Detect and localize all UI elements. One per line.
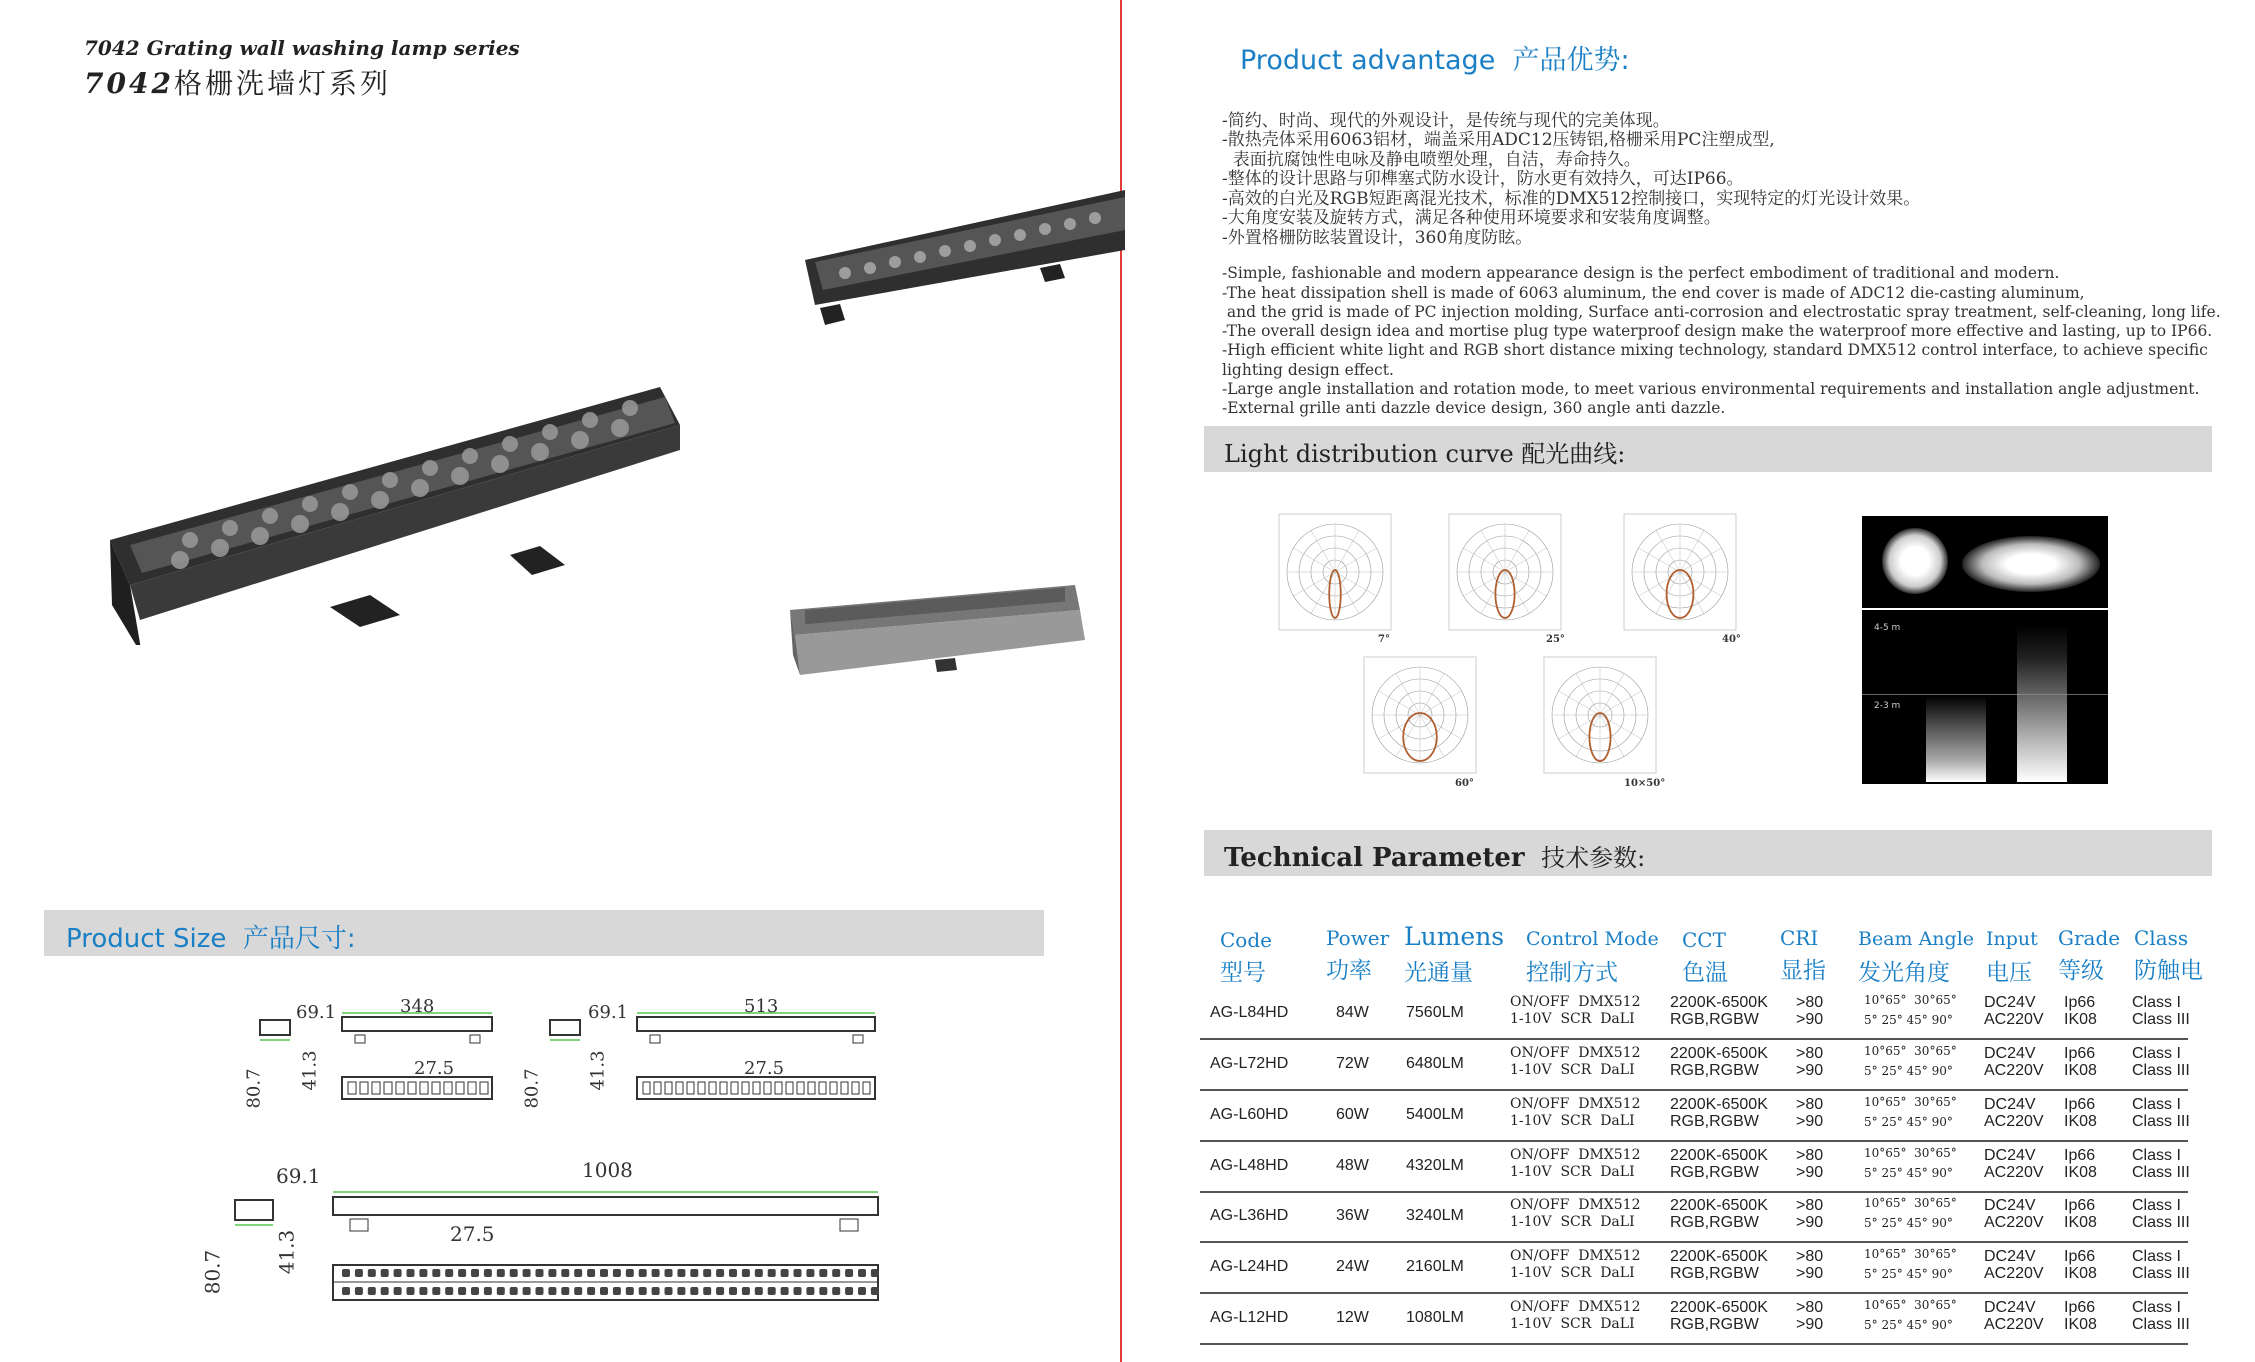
- grille-cell: [484, 1269, 492, 1277]
- cell-class-1: Class I: [2132, 1248, 2181, 1265]
- cell-code: AG-L36HD: [1210, 1207, 1289, 1224]
- grille-cell: [536, 1287, 544, 1295]
- grille-cell: [819, 1269, 827, 1277]
- cell-grade-1: Ip66: [2064, 994, 2096, 1011]
- cell-control-2: 1-10V SCR DaLI: [1510, 1062, 1635, 1078]
- grille-cell: [561, 1287, 569, 1295]
- cell-control-1: ON/OFF DMX512: [1510, 1197, 1641, 1213]
- cell-lumens: 6480LM: [1406, 1055, 1464, 1072]
- cell-beam-1: 10°65° 30°65°: [1864, 1146, 1957, 1160]
- cell-beam-2: 5° 25° 45° 90°: [1864, 1166, 1953, 1180]
- header-class-cn: 防触电: [2134, 958, 2203, 984]
- cell-cct-2: RGB,RGBW: [1670, 1113, 1759, 1130]
- grille-cell: [419, 1269, 427, 1277]
- cell-control-1: ON/OFF DMX512: [1510, 1248, 1641, 1264]
- cell-cct-2: RGB,RGBW: [1670, 1265, 1759, 1282]
- cell-beam-1: 10°65° 30°65°: [1864, 1247, 1957, 1261]
- dim-348-length: 348: [400, 996, 435, 1017]
- cell-class-2: Class III: [2132, 1214, 2190, 1231]
- beam-divider-1: [1862, 608, 2108, 610]
- grille-cell: [832, 1269, 840, 1277]
- cell-input-2: AC220V: [1984, 1265, 2044, 1282]
- grille-cell: [587, 1269, 595, 1277]
- polar-chart: [1544, 657, 1656, 773]
- dimension-drawing-348: [230, 995, 500, 1115]
- cell-beam-2: 5° 25° 45° 90°: [1864, 1013, 1953, 1027]
- cell-code: AG-L48HD: [1210, 1157, 1289, 1174]
- grille-cell: [729, 1269, 737, 1277]
- dim-348-height: 80.7: [243, 1068, 265, 1109]
- cell-grade-2: IK08: [2064, 1011, 2097, 1028]
- grille-cell: [781, 1269, 789, 1277]
- cell-power: 36W: [1336, 1207, 1369, 1224]
- grille-cell: [561, 1269, 569, 1277]
- header-power-cn: 功率: [1326, 958, 1372, 984]
- polar-diagrams: [1265, 510, 1755, 790]
- cell-power: 24W: [1336, 1258, 1369, 1275]
- cell-lumens: 7560LM: [1406, 1004, 1464, 1021]
- header-code-en: Code: [1220, 928, 1272, 952]
- cell-input-1: DC24V: [1984, 1299, 2036, 1316]
- cell-power: 72W: [1336, 1055, 1369, 1072]
- grille-cell: [819, 1287, 827, 1295]
- lamp-photo-silver: [785, 580, 1085, 710]
- cell-lumens: 1080LM: [1406, 1309, 1464, 1326]
- grille-cell: [381, 1269, 389, 1277]
- grille-cell: [845, 1287, 853, 1295]
- dim-1008-width: 69.1: [276, 1164, 321, 1188]
- cell-cct-2: RGB,RGBW: [1670, 1214, 1759, 1231]
- cell-control-1: ON/OFF DMX512: [1510, 1299, 1641, 1315]
- cell-class-2: Class III: [2132, 1265, 2190, 1282]
- cell-cct-1: 2200K-6500K: [1670, 994, 1768, 1011]
- dim-1008-pitch: 27.5: [450, 1222, 495, 1246]
- cell-class-2: Class III: [2132, 1164, 2190, 1181]
- cell-grade-1: Ip66: [2064, 1147, 2096, 1164]
- beam-spot-oval: [1962, 536, 2100, 592]
- cell-grade-2: IK08: [2064, 1265, 2097, 1282]
- grille-cell: [523, 1269, 531, 1277]
- grille-cell: [407, 1269, 415, 1277]
- grille-cell: [548, 1287, 556, 1295]
- cell-control-2: 1-10V SCR DaLI: [1510, 1113, 1635, 1129]
- series-title-cn: [84, 62, 391, 102]
- cell-cri-1: >80: [1796, 1045, 1824, 1062]
- grille-cell: [665, 1287, 673, 1295]
- cell-cri-1: >80: [1796, 1096, 1824, 1113]
- grille-cell: [368, 1287, 376, 1295]
- cell-lumens: 3240LM: [1406, 1207, 1464, 1224]
- cell-grade-2: IK08: [2064, 1164, 2097, 1181]
- grille-cell: [342, 1287, 350, 1295]
- table-row: [1200, 1191, 2188, 1243]
- beam-line-2: [1862, 694, 2108, 695]
- cell-input-1: DC24V: [1984, 1197, 2036, 1214]
- header-input-cn: 电压: [1986, 960, 2032, 986]
- grille-cell: [510, 1269, 518, 1277]
- grille-cell: [548, 1269, 556, 1277]
- header-control-en: Control Mode: [1526, 928, 1659, 950]
- grille-cell: [432, 1287, 440, 1295]
- grille-cell: [342, 1269, 350, 1277]
- cell-cct-2: RGB,RGBW: [1670, 1164, 1759, 1181]
- grille-cell: [471, 1269, 479, 1277]
- grille-cell: [858, 1269, 866, 1277]
- polar-chart: [1449, 514, 1561, 630]
- cell-class-2: Class III: [2132, 1011, 2190, 1028]
- cell-input-2: AC220V: [1984, 1113, 2044, 1130]
- cell-cri-2: >90: [1796, 1062, 1824, 1079]
- header-input-en: Input: [1986, 928, 2038, 950]
- cell-class-1: Class I: [2132, 1096, 2181, 1113]
- grille-cell: [677, 1269, 685, 1277]
- cell-cri-2: >90: [1796, 1011, 1824, 1028]
- dim-1008-height2: 41.3: [274, 1229, 299, 1275]
- cell-code: AG-L60HD: [1210, 1106, 1289, 1123]
- grille-cell: [716, 1287, 724, 1295]
- grille-cell: [858, 1287, 866, 1295]
- cell-code: AG-L12HD: [1210, 1309, 1289, 1326]
- grille-cell: [368, 1269, 376, 1277]
- grille-cell: [871, 1287, 879, 1295]
- grille-cell: [600, 1269, 608, 1277]
- dimension-drawing-513: [525, 995, 885, 1115]
- cell-control-1: ON/OFF DMX512: [1510, 1096, 1641, 1112]
- grille-cell: [639, 1269, 647, 1277]
- cell-control-2: 1-10V SCR DaLI: [1510, 1011, 1635, 1027]
- dim-513-width: 69.1: [588, 1002, 629, 1023]
- grille-cell: [445, 1287, 453, 1295]
- cell-control-2: 1-10V SCR DaLI: [1510, 1265, 1635, 1281]
- table-row: [1200, 1293, 2188, 1345]
- cell-grade-2: IK08: [2064, 1113, 2097, 1130]
- grille-cell: [381, 1287, 389, 1295]
- cell-lumens: 4320LM: [1406, 1157, 1464, 1174]
- grille-cell: [665, 1269, 673, 1277]
- grille-cell: [587, 1287, 595, 1295]
- beam-spot-round: [1882, 528, 1948, 594]
- cell-grade-1: Ip66: [2064, 1197, 2096, 1214]
- cell-control-1: ON/OFF DMX512: [1510, 1147, 1641, 1163]
- cell-class-2: Class III: [2132, 1062, 2190, 1079]
- grille-cell: [613, 1269, 621, 1277]
- grille-cell: [806, 1269, 814, 1277]
- header-cri-en: CRI: [1780, 926, 1819, 950]
- cell-beam-1: 10°65° 30°65°: [1864, 1095, 1957, 1109]
- grille-cell: [768, 1269, 776, 1277]
- cell-cct-1: 2200K-6500K: [1670, 1096, 1768, 1113]
- cell-class-1: Class I: [2132, 1299, 2181, 1316]
- dim-513-height: 80.7: [521, 1068, 543, 1109]
- grille-cell: [845, 1269, 853, 1277]
- header-cct-en: CCT: [1682, 928, 1726, 952]
- product-size-title: Product Size 产品尺寸:: [66, 924, 356, 954]
- cell-grade-1: Ip66: [2064, 1299, 2096, 1316]
- grille-cell: [794, 1269, 802, 1277]
- grille-cell: [355, 1287, 363, 1295]
- advantage-cn-text: -简约、时尚、现代的外观设计，是传统与现代的完美体现。 -散热壳体采用6063铝材，端盖采用ADC12压铸铝,格栅采用PC注塑成型, 表面抗腐蚀性电咏及静电喷塑处理，自洁，寿命持久。 -整体的设计思路与卯榫塞式防水设计，防水更有效持久，可达IP66。 -高效的白光及RGB短距离混光技术，标准的DMX512控制接口，实现特定的灯光设计效果。 -大角度安装及旋转方式，满足各种使用环境要求和安装角度调整。 -外置格栅防眩装置设计，360角度防眩。: [1222, 110, 1921, 248]
- cell-code: AG-L24HD: [1210, 1258, 1289, 1275]
- grille-cell: [806, 1287, 814, 1295]
- grille-cell: [781, 1287, 789, 1295]
- grille-cell: [742, 1269, 750, 1277]
- grille-cell: [497, 1269, 505, 1277]
- grille-cell: [742, 1287, 750, 1295]
- grille-cell: [497, 1287, 505, 1295]
- cell-class-1: Class I: [2132, 1147, 2181, 1164]
- cell-power: 60W: [1336, 1106, 1369, 1123]
- dim-348-height2: 41.3: [299, 1050, 321, 1091]
- cell-input-1: DC24V: [1984, 1096, 2036, 1113]
- grille-cell: [755, 1269, 763, 1277]
- grille-cell: [690, 1269, 698, 1277]
- cell-control-1: ON/OFF DMX512: [1510, 1045, 1641, 1061]
- cell-cri-2: >90: [1796, 1265, 1824, 1282]
- header-beam-en: Beam Angle: [1858, 928, 1975, 950]
- cell-beam-1: 10°65° 30°65°: [1864, 1196, 1957, 1210]
- grille-cell: [536, 1269, 544, 1277]
- cell-control-2: 1-10V SCR DaLI: [1510, 1316, 1635, 1332]
- cell-cri-2: >90: [1796, 1316, 1824, 1333]
- light-curve-title: Light distribution curve 配光曲线:: [1224, 440, 1626, 468]
- cell-beam-2: 5° 25° 45° 90°: [1864, 1318, 1953, 1332]
- polar-chart: [1624, 514, 1736, 630]
- table-row: [1200, 1141, 2188, 1193]
- cell-class-1: Class I: [2132, 1197, 2181, 1214]
- tech-param-title: Technical Parameter 技术参数:: [1224, 843, 1646, 873]
- angle-label-40: 40°: [1722, 634, 1741, 645]
- cell-grade-2: IK08: [2064, 1214, 2097, 1231]
- grille-cell: [458, 1287, 466, 1295]
- grille-cell: [832, 1287, 840, 1295]
- grille-cell: [445, 1269, 453, 1277]
- cell-beam-2: 5° 25° 45° 90°: [1864, 1216, 1953, 1230]
- grille-cell: [394, 1269, 402, 1277]
- polar-chart: [1279, 514, 1391, 630]
- cell-cri-1: >80: [1796, 1299, 1824, 1316]
- lamp-photo-large: [100, 375, 700, 645]
- series-name-cn: 格栅洗墙灯系列: [173, 67, 391, 100]
- cell-input-2: AC220V: [1984, 1062, 2044, 1079]
- cell-cct-1: 2200K-6500K: [1670, 1197, 1768, 1214]
- header-power-en: Power: [1326, 926, 1390, 950]
- dim-513-length: 513: [744, 996, 779, 1017]
- cell-input-1: DC24V: [1984, 994, 2036, 1011]
- cell-input-1: DC24V: [1984, 1045, 2036, 1062]
- polar-chart: [1364, 657, 1476, 773]
- dim-1008-length: 1008: [582, 1158, 633, 1182]
- angle-label-10x50: 10×50°: [1624, 778, 1666, 789]
- grille-cell: [600, 1287, 608, 1295]
- cell-class-1: Class I: [2132, 994, 2181, 1011]
- cell-input-1: DC24V: [1984, 1248, 2036, 1265]
- grille-cell: [523, 1287, 531, 1295]
- header-lumens-en: Lumens: [1404, 922, 1505, 951]
- grille-cell: [871, 1269, 879, 1277]
- cell-grade-2: IK08: [2064, 1062, 2097, 1079]
- cell-beam-2: 5° 25° 45° 90°: [1864, 1115, 1953, 1129]
- grille-cell: [355, 1269, 363, 1277]
- advantage-en-text: -Simple, fashionable and modern appearance design is the perfect embodiment of traditional and modern. -The heat dissipation shell is made of 6063 aluminum, the end cover is made of ADC12 die-casting aluminum, and the grid is made of PC injection molding, Surface anti-corrosion and electrostatic spray treatment, self-cleaning, long life. -The overall design idea and mortise plug type waterproof design make the waterproof more effective and lasting, up to IP66. -High efficient white light and RGB short distance mixing technology, standard DMX512 control interface, to achieve specific lighting design effect. -Large angle installation and rotation mode, to meet various environmental requirements and installation angle adjustment. -External grille anti dazzle device design, 360 angle anti dazzle.: [1222, 264, 2221, 418]
- cell-cct-1: 2200K-6500K: [1670, 1248, 1768, 1265]
- series-number: 7042: [84, 67, 174, 100]
- angle-label-7: 7°: [1378, 634, 1390, 645]
- cell-cct-1: 2200K-6500K: [1670, 1299, 1768, 1316]
- cell-cri-1: >80: [1796, 994, 1824, 1011]
- angle-label-60: 60°: [1455, 778, 1474, 789]
- series-title-en: 7042 Grating wall washing lamp series: [84, 36, 520, 60]
- cell-cct-2: RGB,RGBW: [1670, 1011, 1759, 1028]
- cell-cri-2: >90: [1796, 1113, 1824, 1130]
- cell-input-2: AC220V: [1984, 1011, 2044, 1028]
- cell-beam-1: 10°65° 30°65°: [1864, 1298, 1957, 1312]
- cell-lumens: 2160LM: [1406, 1258, 1464, 1275]
- header-cct-cn: 色温: [1682, 960, 1728, 986]
- grille-cell: [626, 1269, 634, 1277]
- cell-input-2: AC220V: [1984, 1164, 2044, 1181]
- cell-class-1: Class I: [2132, 1045, 2181, 1062]
- grille-cell: [432, 1269, 440, 1277]
- dim-513-pitch: 27.5: [744, 1058, 785, 1079]
- cell-cri-1: >80: [1796, 1147, 1824, 1164]
- dim-348-pitch: 27.5: [414, 1058, 455, 1079]
- cell-beam-1: 10°65° 30°65°: [1864, 1044, 1957, 1058]
- cell-power: 12W: [1336, 1309, 1369, 1326]
- grille-cell: [755, 1287, 763, 1295]
- header-grade-en: Grade: [2058, 926, 2121, 950]
- cell-control-2: 1-10V SCR DaLI: [1510, 1214, 1635, 1230]
- grille-cell: [484, 1287, 492, 1295]
- grille-cell: [613, 1287, 621, 1295]
- cell-cct-2: RGB,RGBW: [1670, 1062, 1759, 1079]
- cell-lumens: 5400LM: [1406, 1106, 1464, 1123]
- grille-cell: [729, 1287, 737, 1295]
- header-lumens-cn: 光通量: [1404, 960, 1473, 986]
- cell-class-2: Class III: [2132, 1316, 2190, 1333]
- cell-control-2: 1-10V SCR DaLI: [1510, 1164, 1635, 1180]
- grille-cell: [458, 1269, 466, 1277]
- dim-1008-height: 80.7: [200, 1249, 225, 1295]
- cell-input-2: AC220V: [1984, 1316, 2044, 1333]
- grille-cell: [574, 1287, 582, 1295]
- cell-class-2: Class III: [2132, 1113, 2190, 1130]
- cell-power: 48W: [1336, 1157, 1369, 1174]
- table-row: [1200, 1039, 2188, 1091]
- lamp-photo-top: [805, 180, 1125, 350]
- cell-grade-1: Ip66: [2064, 1045, 2096, 1062]
- advantage-title: Product advantage 产品优势:: [1240, 45, 1630, 76]
- grille-cell: [407, 1287, 415, 1295]
- cell-power: 84W: [1336, 1004, 1369, 1021]
- grille-cell: [794, 1287, 802, 1295]
- grille-cell: [471, 1287, 479, 1295]
- grille-cell: [652, 1287, 660, 1295]
- table-row: [1200, 988, 2188, 1040]
- cell-cct-2: RGB,RGBW: [1670, 1316, 1759, 1333]
- grille-cell: [639, 1287, 647, 1295]
- dim-348-width: 69.1: [296, 1002, 337, 1023]
- grille-cell: [690, 1287, 698, 1295]
- cell-cri-1: >80: [1796, 1248, 1824, 1265]
- dim-513-height2: 41.3: [587, 1050, 609, 1091]
- grille-cell: [677, 1287, 685, 1295]
- beam-label-4-5m: 4-5 m: [1874, 623, 1901, 633]
- cell-code: AG-L84HD: [1210, 1004, 1289, 1021]
- cell-grade-2: IK08: [2064, 1316, 2097, 1333]
- cell-control-1: ON/OFF DMX512: [1510, 994, 1641, 1010]
- beam-label-2-3m: 2-3 m: [1874, 701, 1901, 711]
- cell-cri-1: >80: [1796, 1197, 1824, 1214]
- cell-cct-1: 2200K-6500K: [1670, 1147, 1768, 1164]
- table-row: [1200, 1090, 2188, 1142]
- cell-input-2: AC220V: [1984, 1214, 2044, 1231]
- cell-cct-1: 2200K-6500K: [1670, 1045, 1768, 1062]
- grille-cell: [703, 1269, 711, 1277]
- grille-cell: [768, 1287, 776, 1295]
- angle-label-25: 25°: [1546, 634, 1565, 645]
- cell-beam-2: 5° 25° 45° 90°: [1864, 1267, 1953, 1281]
- beam-photo-panel: [1862, 516, 2108, 784]
- cell-grade-1: Ip66: [2064, 1096, 2096, 1113]
- grille-cell: [394, 1287, 402, 1295]
- cell-grade-1: Ip66: [2064, 1248, 2096, 1265]
- header-grade-cn: 等级: [2058, 958, 2104, 984]
- beam-wash-left: [1926, 696, 1986, 782]
- header-cri-cn: 显指: [1780, 958, 1826, 984]
- cell-beam-1: 10°65° 30°65°: [1864, 993, 1957, 1007]
- grille-cell: [419, 1287, 427, 1295]
- header-class-en: Class: [2134, 926, 2189, 950]
- cell-cri-2: >90: [1796, 1164, 1824, 1181]
- grille-cell: [652, 1269, 660, 1277]
- cell-beam-2: 5° 25° 45° 90°: [1864, 1064, 1953, 1078]
- header-code-cn: 型号: [1220, 960, 1266, 986]
- cell-input-1: DC24V: [1984, 1147, 2036, 1164]
- cell-code: AG-L72HD: [1210, 1055, 1289, 1072]
- beam-wash-right: [2017, 626, 2067, 782]
- grille-cell: [574, 1269, 582, 1277]
- grille-cell: [510, 1287, 518, 1295]
- grille-cell: [626, 1287, 634, 1295]
- header-control-cn: 控制方式: [1526, 960, 1618, 986]
- cell-cri-2: >90: [1796, 1214, 1824, 1231]
- grille-cell: [716, 1269, 724, 1277]
- grille-cell: [703, 1287, 711, 1295]
- header-beam-cn: 发光角度: [1858, 960, 1950, 986]
- table-row: [1200, 1242, 2188, 1294]
